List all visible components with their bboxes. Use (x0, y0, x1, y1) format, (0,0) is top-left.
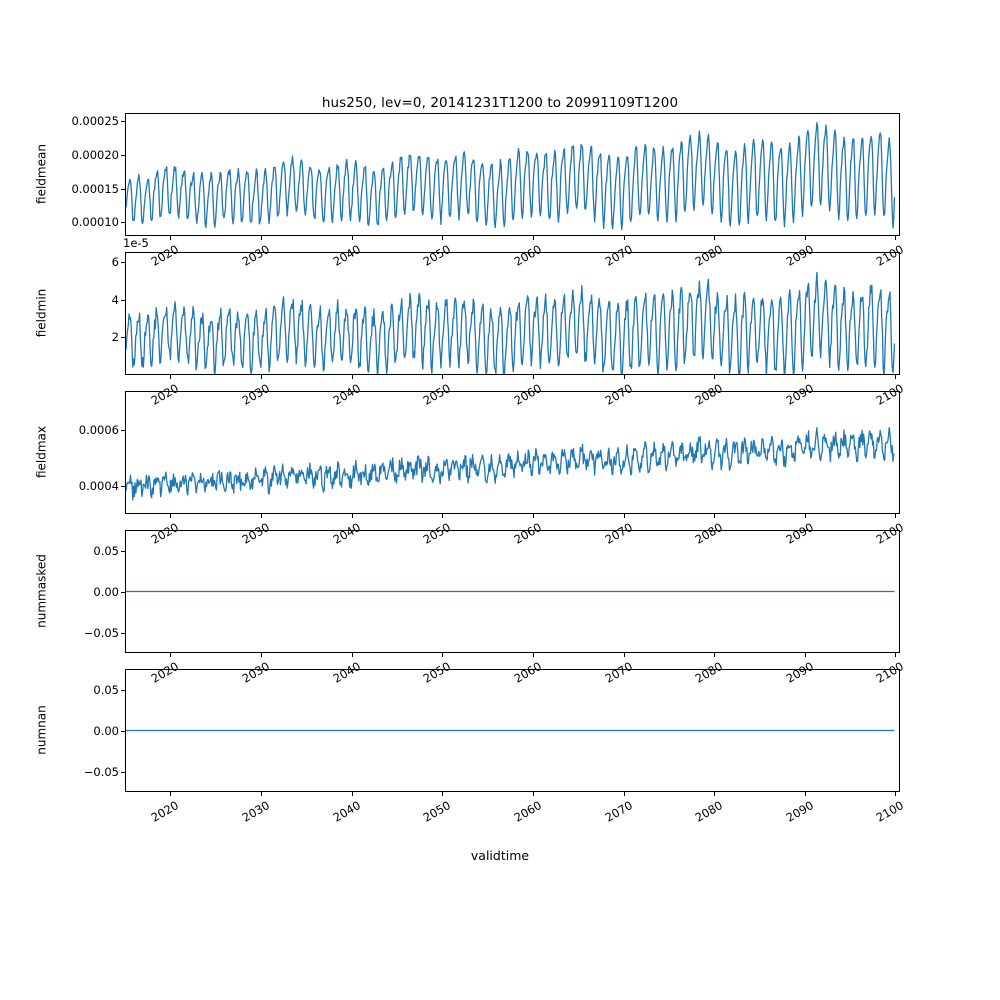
y-tick-mark (121, 222, 125, 223)
y-tick-mark (121, 486, 125, 487)
y-tick-mark (121, 189, 125, 190)
y-axis-label-nummasked: nummasked (34, 553, 48, 628)
x-tick-label: 2080 (692, 381, 726, 408)
x-tick-label: 2070 (602, 659, 635, 686)
y-tick-label: 0.00025 (71, 114, 119, 129)
y-tick-label: 4 (111, 292, 119, 307)
x-tick-mark (624, 514, 625, 518)
x-tick-mark (261, 653, 262, 657)
x-tick-label: 2080 (692, 659, 726, 686)
x-tick-label: 2090 (783, 520, 816, 547)
x-tick-mark (352, 236, 353, 240)
x-tick-label: 2040 (330, 381, 363, 408)
x-tick-label: 2070 (602, 798, 635, 825)
x-tick-mark (533, 375, 534, 379)
x-tick-label: 2080 (692, 242, 726, 269)
x-tick-mark (170, 236, 171, 240)
x-tick-label: 2090 (783, 242, 816, 269)
x-tick-mark (805, 653, 806, 657)
x-tick-mark (714, 375, 715, 379)
x-tick-mark (895, 236, 896, 240)
x-tick-label: 2100 (874, 381, 907, 408)
x-tick-mark (170, 653, 171, 657)
y-tick-label: −0.05 (83, 625, 119, 640)
x-tick-label: 2020 (148, 659, 182, 686)
x-tick-label: 2020 (148, 798, 182, 825)
x-tick-label: 2030 (239, 798, 272, 825)
y-tick-label: −0.05 (83, 764, 119, 779)
x-tick-label: 2050 (420, 242, 454, 269)
x-tick-mark (533, 653, 534, 657)
y-axis-label-numnan: numnan (34, 704, 48, 755)
x-tick-label: 2040 (330, 659, 363, 686)
x-tick-label: 2070 (602, 381, 635, 408)
y-tick-mark (121, 592, 125, 593)
x-tick-label: 2090 (783, 798, 816, 825)
x-tick-mark (895, 514, 896, 518)
x-tick-mark (714, 653, 715, 657)
series-line-fieldmean (126, 123, 894, 230)
x-tick-mark (352, 514, 353, 518)
x-tick-label: 2050 (420, 520, 454, 547)
x-tick-mark (261, 514, 262, 518)
y-tick-mark (121, 337, 125, 338)
x-tick-mark (442, 514, 443, 518)
x-tick-label: 2050 (420, 381, 454, 408)
x-tick-label: 2070 (602, 242, 635, 269)
y-tick-label: 0.0006 (78, 423, 119, 438)
x-tick-label: 2030 (239, 520, 272, 547)
y-tick-label: 0.05 (93, 682, 119, 697)
x-tick-mark (170, 792, 171, 796)
y-tick-mark (121, 121, 125, 122)
x-tick-mark (261, 236, 262, 240)
x-tick-mark (442, 653, 443, 657)
x-tick-label: 2090 (783, 381, 816, 408)
y-tick-mark (121, 690, 125, 691)
x-tick-label: 2070 (602, 520, 635, 547)
x-tick-label: 2020 (148, 381, 182, 408)
y-tick-label: 0.0004 (78, 479, 119, 494)
x-tick-label: 2020 (148, 242, 182, 269)
x-tick-mark (170, 514, 171, 518)
x-tick-label: 2100 (874, 798, 907, 825)
x-tick-label: 2060 (511, 798, 544, 825)
x-tick-label: 2030 (239, 659, 272, 686)
x-tick-label: 2050 (420, 798, 454, 825)
x-tick-label: 2060 (511, 381, 544, 408)
x-tick-mark (805, 236, 806, 240)
x-tick-label: 2060 (511, 659, 544, 686)
y-tick-label: 0.00015 (71, 181, 119, 196)
x-tick-mark (714, 792, 715, 796)
x-tick-label: 2060 (511, 242, 544, 269)
x-tick-label: 2040 (330, 520, 363, 547)
y-tick-mark (121, 551, 125, 552)
x-tick-mark (261, 792, 262, 796)
x-tick-mark (624, 375, 625, 379)
x-tick-mark (442, 375, 443, 379)
y-axis-label-fieldmin: fieldmin (34, 288, 48, 337)
x-tick-mark (714, 236, 715, 240)
y-tick-mark (121, 300, 125, 301)
x-axis-label: validtime (470, 848, 530, 863)
x-tick-label: 2050 (420, 659, 454, 686)
x-tick-mark (805, 792, 806, 796)
x-tick-mark (895, 375, 896, 379)
series-line-fieldmax (126, 428, 894, 500)
x-tick-label: 2100 (874, 659, 907, 686)
x-tick-mark (624, 236, 625, 240)
x-tick-mark (805, 375, 806, 379)
x-tick-mark (442, 792, 443, 796)
subplot-fieldmean (125, 113, 900, 236)
x-tick-mark (624, 792, 625, 796)
y-tick-label: 0.00 (93, 584, 119, 599)
y-tick-mark (121, 731, 125, 732)
x-tick-label: 2030 (239, 242, 272, 269)
y-tick-mark (121, 262, 125, 263)
y-axis-offset-text: 1e-5 (123, 236, 149, 250)
x-tick-label: 2100 (874, 520, 907, 547)
x-tick-mark (170, 375, 171, 379)
x-tick-mark (895, 792, 896, 796)
x-tick-mark (261, 375, 262, 379)
x-tick-mark (714, 514, 715, 518)
y-tick-label: 2 (111, 330, 119, 345)
y-tick-label: 6 (111, 255, 119, 270)
y-tick-mark (121, 633, 125, 634)
x-tick-label: 2020 (148, 520, 182, 547)
x-tick-label: 2080 (692, 798, 726, 825)
figure-title: hus250, lev=0, 20141231T1200 to 20991109T1200 (321, 95, 679, 111)
x-tick-mark (533, 236, 534, 240)
y-tick-label: 0.00 (93, 723, 119, 738)
y-axis-label-fieldmax: fieldmax (34, 425, 48, 478)
y-axis-label-fieldmean: fieldmean (34, 143, 48, 204)
y-tick-mark (121, 430, 125, 431)
y-tick-label: 0.05 (93, 543, 119, 558)
x-tick-label: 2030 (239, 381, 272, 408)
x-tick-label: 2040 (330, 242, 363, 269)
x-tick-label: 2090 (783, 659, 816, 686)
y-tick-mark (121, 155, 125, 156)
x-tick-mark (533, 514, 534, 518)
x-tick-label: 2080 (692, 520, 726, 547)
x-tick-mark (533, 792, 534, 796)
x-tick-label: 2060 (511, 520, 544, 547)
plot-area-fieldmean (126, 114, 899, 235)
x-tick-label: 2100 (874, 242, 907, 269)
x-tick-label: 2040 (330, 798, 363, 825)
x-tick-mark (805, 514, 806, 518)
x-tick-mark (442, 236, 443, 240)
series-line-fieldmin (126, 272, 894, 374)
y-tick-mark (121, 772, 125, 773)
x-tick-mark (352, 375, 353, 379)
y-tick-label: 0.00010 (71, 215, 119, 230)
x-tick-mark (352, 792, 353, 796)
x-tick-mark (895, 653, 896, 657)
x-tick-mark (352, 653, 353, 657)
x-tick-mark (624, 653, 625, 657)
y-tick-label: 0.00020 (71, 147, 119, 162)
